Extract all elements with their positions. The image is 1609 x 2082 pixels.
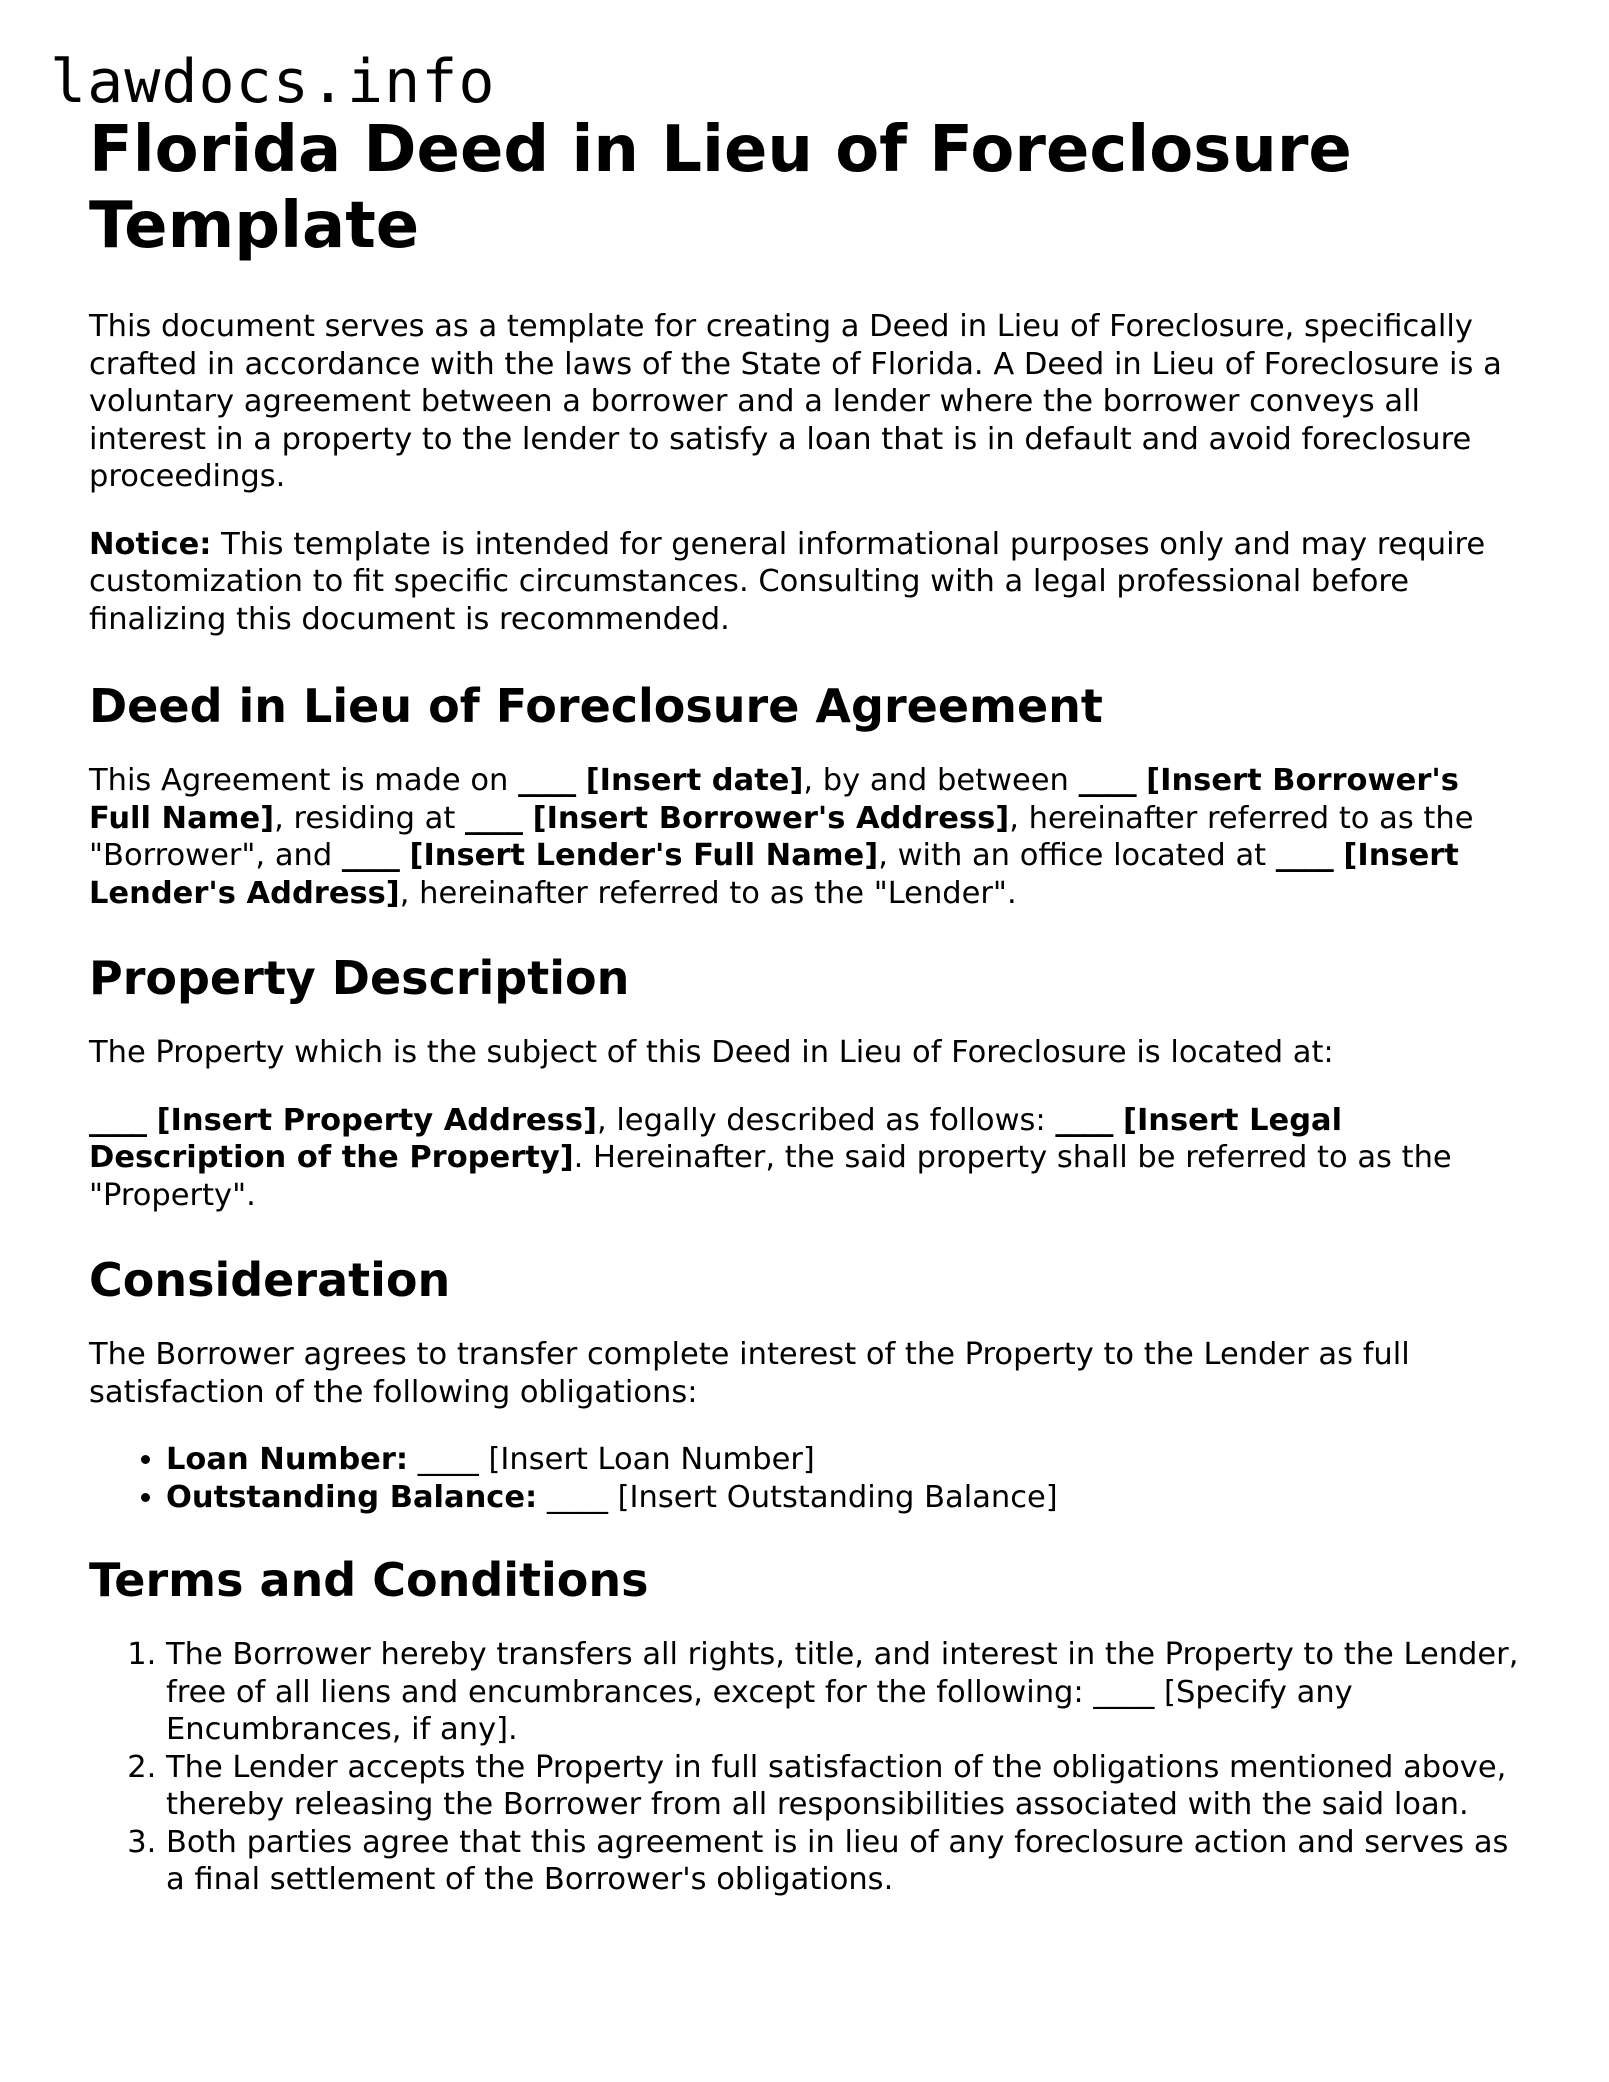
- list-item: 1. The Borrower hereby transfers all rights, title, and interest in the Property to the Lender, free of all liens and encumbrances, except for the following: ____ [Specify any Encumbrances, if any].: [166, 1636, 1529, 1749]
- borrower-address-blank: ____: [465, 800, 523, 836]
- property-text-2: . Hereinafter, the said property shall be referred to as the "Property".: [89, 1140, 1452, 1213]
- agreement-text-3: , residing at: [274, 800, 466, 836]
- loan-number-value: ____ [Insert Loan Number]: [408, 1442, 815, 1477]
- list-item: 3. Both parties agree that this agreement is in lieu of any foreclosure action and serves as a final settlement of the Borrower's obligations.: [166, 1824, 1529, 1899]
- property-intro: The Property which is the subject of this Deed in Lieu of Foreclosure is located at:: [89, 1035, 1334, 1070]
- property-address-field: [89, 1103, 597, 1138]
- date-placeholder: [Insert date]: [575, 763, 804, 798]
- obligations-list: [89, 1441, 1529, 1516]
- property-heading: Property Description: [89, 951, 630, 1005]
- outstanding-balance-value: ____ [Insert Outstanding Balance]: [537, 1479, 1058, 1515]
- property-address-paragraph: [89, 1102, 1529, 1215]
- consideration-heading: Consideration: [89, 1253, 451, 1307]
- lender-name-blank: ____: [341, 838, 399, 873]
- borrower-name-blank: ____: [1078, 763, 1136, 798]
- borrower-address-placeholder: [Insert Borrower's Address]: [522, 800, 1010, 836]
- property-address-blank: ____: [89, 1102, 146, 1138]
- legal-description-blank: ____: [1055, 1102, 1113, 1138]
- agreement-text-4: , hereinafter referred to as the "Borrower", and: [89, 800, 1474, 873]
- borrower-name-placeholder: [Insert Borrower's Full Name]: [89, 763, 1459, 836]
- notice-paragraph: [89, 526, 1529, 639]
- lender-name-placeholder: [Insert Lender's Full Name]: [398, 838, 879, 873]
- notice-text: This template is intended for general informational purposes only and may require customization to fit specific circumstances. Consulting with a legal professional before finalizing this document is recommended.: [89, 526, 1486, 637]
- agreement-text-1: This Agreement is made on: [89, 763, 519, 798]
- site-watermark: lawdocs.info: [50, 47, 496, 117]
- property-address-placeholder: [Insert Property Address]: [146, 1102, 597, 1138]
- lender-name-field: [342, 838, 878, 873]
- agreement-text-2: , by and between: [803, 763, 1079, 798]
- agreement-heading: Deed in Lieu of Foreclosure Agreement: [89, 679, 1103, 733]
- notice-label: Notice:: [89, 526, 212, 562]
- borrower-address-field: [465, 801, 1009, 836]
- loan-number-label: Loan Number:: [166, 1442, 409, 1477]
- agreement-text-5: , with an office located at: [878, 838, 1276, 873]
- intro-paragraph: This document serves as a template for creating a Deed in Lieu of Foreclosure, specifically crafted in accordance with the laws of the State of Florida. A Deed in Lieu of Foreclosure is a voluntary agreement between a borrower and a lender where the borrower conveys all interest in a property to the lender to satisfy a loan that is in default and avoid foreclosure proceedings.: [89, 309, 1502, 494]
- document-title: Florida Deed in Lieu of Foreclosure Template: [89, 113, 1352, 263]
- date-field: [518, 763, 803, 798]
- agreement-paragraph: [89, 762, 1529, 912]
- list-item: [166, 1479, 1529, 1517]
- property-text-1: , legally described as follows:: [596, 1102, 1056, 1138]
- list-item: 2. The Lender accepts the Property in full satisfaction of the obligations mentioned above, thereby releasing the Borrower from all responsibilities associated with the said loan.: [166, 1749, 1529, 1824]
- lender-address-blank: ____: [1275, 838, 1333, 873]
- terms-list: [89, 1636, 1529, 1899]
- document-body: [89, 112, 1529, 1935]
- date-blank: ____: [518, 763, 576, 798]
- list-item: [166, 1441, 1529, 1479]
- terms-heading: Terms and Conditions: [89, 1553, 649, 1607]
- agreement-text-6: , hereinafter referred to as the "Lender".: [399, 875, 1017, 911]
- lender-address-placeholder: [Insert Lender's Address]: [89, 838, 1459, 911]
- outstanding-balance-label: Outstanding Balance:: [166, 1479, 538, 1515]
- legal-description-placeholder: [Insert Legal Description of the Property]: [89, 1102, 1343, 1175]
- consideration-intro: The Borrower agrees to transfer complete interest of the Property to the Lender as full satisfaction of the following obligations:: [89, 1337, 1410, 1410]
